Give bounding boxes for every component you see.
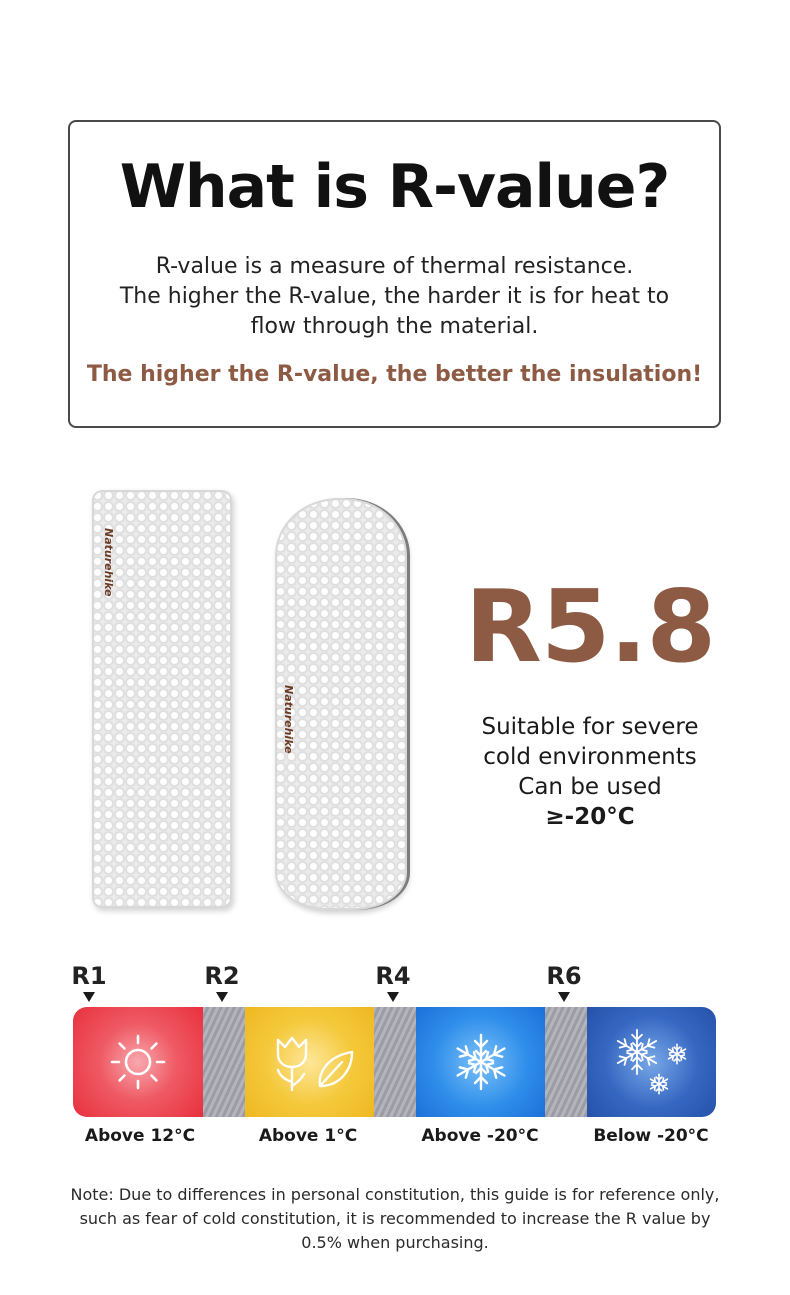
- marker-label: R2: [204, 962, 240, 990]
- brand-logo-text: Naturehike: [282, 685, 295, 754]
- rvalue-description: [440, 712, 740, 832]
- brand-logo-text: Naturehike: [102, 528, 115, 597]
- down-arrow-icon: [387, 992, 399, 1002]
- marker-r2: [192, 962, 252, 1002]
- temp-label: Above -20°C: [421, 1126, 539, 1146]
- info-title: What is R-value?: [119, 152, 670, 222]
- rvalue-scale-bar: [73, 1007, 716, 1117]
- temp-label: Above 1°C: [258, 1126, 358, 1146]
- scale-segment-warm: [73, 1007, 203, 1117]
- marker-r1: [59, 962, 119, 1002]
- rvalue-desc-line: Suitable for severe: [481, 714, 699, 740]
- scale-segment-severe: [587, 1007, 716, 1117]
- tulip-leaf-icon: [258, 1030, 362, 1094]
- rvalue-number: R5.8: [464, 568, 716, 685]
- snowflake-icon: [450, 1031, 512, 1093]
- info-emphasis: The higher the R-value, the better the insulation!: [86, 362, 703, 387]
- down-arrow-icon: [216, 992, 228, 1002]
- marker-label: R6: [546, 962, 582, 990]
- snowflakes-icon: [607, 1024, 697, 1100]
- footnote: Note: Due to differences in personal constitution, this guide is for reference only, such as fear of cold constitution, it is recommended to increase the R value by 0.5% when purchasing.: [70, 1185, 720, 1252]
- info-desc-line: The higher the R-value, the harder it is for heat to: [119, 284, 670, 309]
- sun-icon: [106, 1030, 170, 1094]
- rvalue-info-box: [68, 120, 721, 428]
- scale-segment-mild: [245, 1007, 374, 1117]
- sleeping-pads-image: [80, 480, 440, 920]
- info-description: [70, 252, 719, 342]
- temp-label: Above 12°C: [84, 1126, 196, 1146]
- scale-gap: [374, 1007, 416, 1117]
- scale-gap: [203, 1007, 245, 1117]
- rvalue-desc-temp: ≥-20°C: [545, 804, 635, 830]
- rvalue-desc-line: cold environments: [483, 744, 697, 770]
- info-desc-line: flow through the material.: [250, 314, 539, 339]
- scale-segment-cold: [416, 1007, 545, 1117]
- down-arrow-icon: [558, 992, 570, 1002]
- marker-r4: [363, 962, 423, 1002]
- temp-label: Below -20°C: [593, 1126, 709, 1146]
- rvalue-desc-line: [440, 772, 740, 832]
- rvalue-desc-prefix: Can be used: [518, 774, 662, 800]
- down-arrow-icon: [83, 992, 95, 1002]
- scale-gap: [545, 1007, 587, 1117]
- marker-label: R1: [71, 962, 107, 990]
- info-desc-line: R-value is a measure of thermal resistance.: [155, 254, 634, 279]
- marker-r6: [534, 962, 594, 1002]
- marker-label: R4: [375, 962, 411, 990]
